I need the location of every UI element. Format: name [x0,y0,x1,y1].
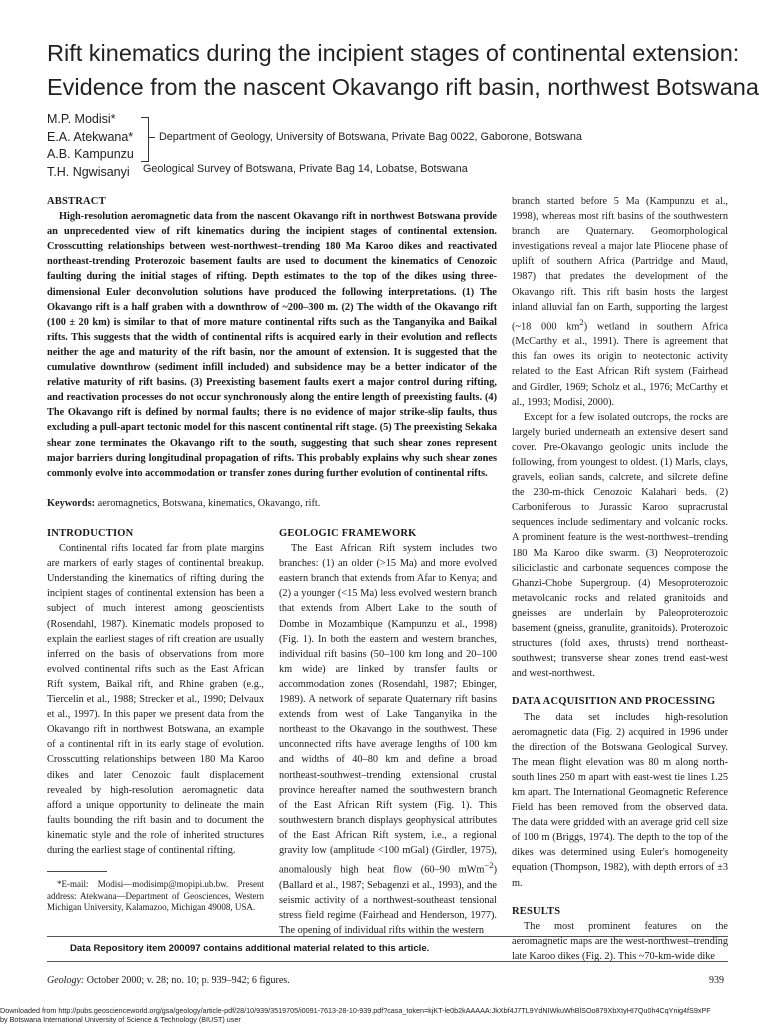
page-number: 939 [709,975,724,986]
affiliation-university: Department of Geology, University of Botswana, Private Bag 0022, Gaborone, Botswana [159,131,582,143]
results-text: The most prominent features on the aeromagnetic maps are the west-northwest–trending late Karoo dikes (Fig. 2). This ~70-km-wide dike [512,920,728,962]
divider [47,961,728,962]
download-notice [0,1006,711,1024]
download-url-line[interactable]: Downloaded from http://pubs.geoscienceworld.org/gsa/geology/article-pdf/28/10/939/3519705/i0091-7613-28-10-939.pdf?casa_token=kjKT-le0b2kAAAAA:JkXbf4J7TL9YdNIWkuWhBlSOo879XbXtyHI7Qu0h4CqYnig4fS9xPF [0,1006,711,1015]
journal-reference [47,975,290,986]
geologic-framework-heading: GEOLOGIC FRAMEWORK [279,528,417,539]
keywords [47,498,497,509]
geologic-framework-text: The East African Rift system includes two branches: (1) an older (>15 Ma) and more evolved eastern branch that extends from Afar to Kenya; and (2) a younger (<15 Ma) less evolved western branch that extends from Albert Lake to the south of Dombe in Mozambique (Kampunzu et al., 1998) (Fig. 1). In both the eastern and western branches, individual rift basins (50–100 km long and 20–100 km wide) are linked by transfer faults or accommodation zones (Rosendahl, 1987; Ebinger, 1989). A network of separate Quaternary rift basins extends from west of Lake Tanganyika in the northeast to the Okavango in the southwest. These unconnected rifts have average lengths of 100 km and widths of 40–80 km and define a broad northeast-southwest–trending extensional crustal province hereafter named the southwestern branch of the East African Rift system (Fig. 1). This southwestern branch displays geophysical attributes of the East African Rift system, i.e., a regional gravity low (amplitude <100 mGal) (Girdler, 1975), anomalously high heat flow (60–90 mWm$^{-2}$) (Ballard et al., 1987; Sebagenzi et al., 1993), and the seismic activity of a northwest-southeast tensional stress field regime (Fairhead and Henderson, 1977). The opening of individual rifts within the western [279,543,497,936]
author: A.B. Kampunzu [47,147,134,162]
introduction-text: Continental rifts located far from plate margins are markers of early stages of continental breakup. Understanding the kinematics of rifting during the incipient stages of continental extension has been a subject of much interest among geoscientists (Rosendahl, 1987). Kinematic models proposed to explain the earliest stages of rift creation are usually inferred on the basis of observations from more evolved continental rifts such as the East African Rift system, Baikal rift, and Rhine graben (e.g., Tiercelin et al., 1988; Strecker et al., 1990; Delvaux et al., 1997). In this paper we present data from the Okavango rift in northwest Botswana, an example of a continental rift in its early stage of evolution. Crosscutting relationships between 180 Ma Karoo dikes and later Cenozoic fault displacement revealed by high-resolution aeromagnetic data afford a unique opportunity to delineate the main faults bounding the rift basin and to document the kinematic style and the role of inherited structures during the earliest stage of continental rifting. [47,543,264,856]
author-list [47,111,134,181]
footnote-rule [47,871,107,872]
journal-details: October 2000; v. 28; no. 10; p. 939–942; 6 figures. [84,975,290,986]
abstract-section [47,194,497,481]
data-acquisition-text: The data set includes high-resolution aeromagnetic data (Fig. 2) acquired in 1996 under the direction of the Botswana Geological Survey. The mean flight elevation was 80 m along north-south lines 250 m apart with east-west tie lines 1.25 km apart. The International Geomagnetic Reference Field has been removed from the observed data. The data were gridded with an average grid cell size of 100 m (Briggs, 1974). The depth to the top of the dikes was determined using Euler's homogeneity equation (Thompson, 1982), with depth errors of ±3 m. [512,711,728,889]
footnote: *E-mail: Modisi—modisimp@mopipi.ub.bw. Present address: Atekwana—Department of Geosciences, Western Michigan University, Kalamazoo, Michigan 49008, USA. [47,879,264,912]
results-heading: RESULTS [512,905,561,917]
introduction-section [47,526,264,858]
author: E.A. Atekwana* [47,129,134,144]
journal-name: Geology: [47,975,85,986]
keywords-text: aeromagnetics, Botswana, kinematics, Okavango, rift. [95,498,321,509]
title-line-1: Rift kinematics during the incipient stages of continental extension: [47,40,740,66]
title-line-2: Evidence from the nascent Okavango rift basin, northwest Botswana [47,74,759,100]
download-user-line: by Botswana International University of Science & Technology (BIUST) user [0,1015,241,1024]
geologic-framework-section [279,526,497,938]
article-title [47,36,759,104]
affiliation-survey: Geological Survey of Botswana, Private Bag 14, Lobatse, Botswana [143,163,468,175]
data-acquisition-heading: DATA ACQUISITION AND PROCESSING [512,696,716,708]
affiliation-bracket [141,117,149,162]
continued-text: branch started before 5 Ma (Kampunzu et al., 1998), whereas most rift basins of the southwestern branch are Quaternary. Geomorphological investigations reveal a major late Pliocene phase of uplift of southern Africa (Partridge and Maud, 1987) that predates the development of the Okavango rift. This rift basin hosts the largest inland alluvial fan on Earth, supporting the largest (~18 000 $km^2$) wetland in southern Africa (McCarthy et al., 1991). There is agreement that this fan owes its origin to neotectonic activity related to the East African Rift system (Fairhead and Girdler, 1969; Scholz et al., 1976; McCarthy et al., 1993; Modisi, 2000). [512,196,728,408]
affiliation-dash [148,137,155,138]
introduction-heading: INTRODUCTION [47,528,134,539]
geology-paragraph: Except for a few isolated outcrops, the rocks are largely buried underneath an extensive desert sand cover. Pre-Okavango geologic units include the following, from youngest to oldest. (1) Marls, clays, gravels, eolian sands, calcrete, and silcrete define the 230-m-thick Cenozoic Kalahari beds. (2) Carboniferous to Jurassic Karoo supracrustal sequences include sedimentary and volcanic rocks. A prominent feature is the west-northwest–trending 180 Ma Karoo dike swarm. (3) Neoproterozoic siliciclastic and carbonate sequences compose the Ghanzi-Chobe Supergroup. (4) Mesoproterozoic metavolcanic rocks and related granitoids and gneisses are underlain by Paleoproterozoic basement (gneiss, granulite, granitoids). Proterozoic structures (fold axes, thrusts) trend northeast-southwest; transverse shear zones trend east-west and west-northwest. [512,411,728,680]
right-column [512,194,728,964]
abstract-heading: ABSTRACT [47,196,106,207]
data-repository-note: Data Repository item 200097 contains additional material related to this article. [70,943,430,954]
divider [47,936,728,937]
author: M.P. Modisi* [47,112,116,126]
abstract-text: High-resolution aeromagnetic data from the nascent Okavango rift in northwest Botswana provide an unprecedented view of rift kinematics during the incipient stages of continental extension. Crosscutting relationships between west-northwest–trending 180 Ma Karoo dikes and reactivated northeast-trending Proterozoic basement faults are used to document the kinematics of Cenozoic faulting during the initial stages of rifting. Depth estimates to the top of the dikes using three-dimensional Euler deconvolution solutions have produced the following interpretations. (1) The Okavango rift is a half graben with a downthrow of ~200–300 m. (2) The width of the Okavango rift (100 ± 20 km) is similar to that of more mature continental rifts such as the Tanganyika and Baikal rifts. This suggests that the width of continental rifts is acquired early in their evolution and reflects neither the age and maturity of the rift basin, nor the amount of extension. It is suggested that the cumulative downthrow (sediment infill included) and subsidence may be a better indicator of the relative maturity of rift basins. (3) Preexisting basement faults exert a major control during rifting, and reactivation processes do not occur synchronously along the entire length of preexisting faults. (4) The Okavango rift is defined by normal faults; there is no evidence of major strike-slip faults, thus excluding a pull-apart tectonic model for this nascent continental rift stage. (5) The preexisting Sekaka shear zone terminates the Okavango rift to the south, suggesting that such shear zones represent major barriers during longitudinal propagation of rifts. This probably explains why such shear zones commonly evolve into accommodation or transfer zones during further evolution of continental rifts. [47,211,497,479]
author: T.H. Ngwisanyi [47,164,130,179]
keywords-label: Keywords: [47,498,96,509]
